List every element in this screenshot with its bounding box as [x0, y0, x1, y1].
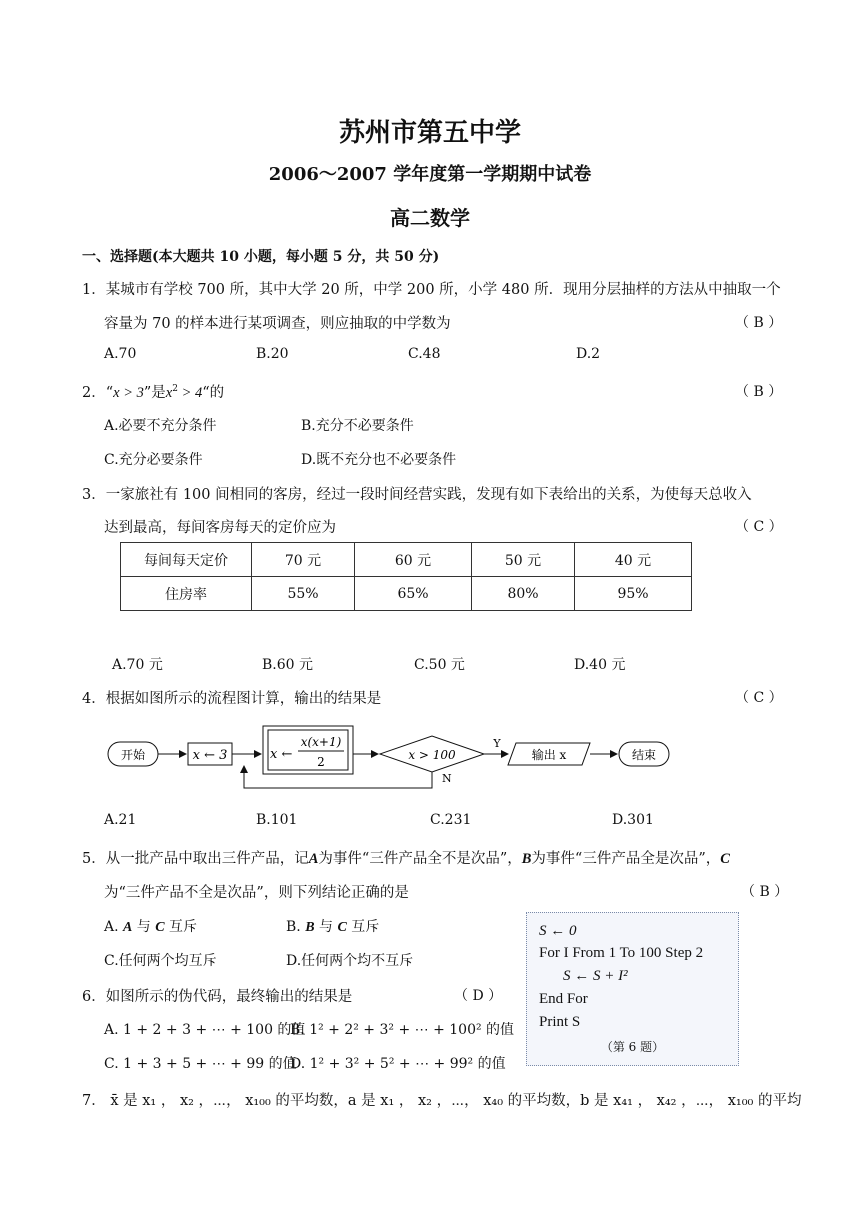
q3-option-a: A.70 元	[112, 657, 163, 673]
q5-option-c: C.任何两个均互斥	[104, 953, 217, 969]
q2-option-a: A.必要不充分条件	[104, 418, 217, 434]
option-text: 互斥	[346, 919, 380, 935]
q2-cond2-base: x	[165, 385, 173, 401]
q3-option-c: C.50 元	[414, 657, 465, 673]
q1-line1: 1．某城市有学校 700 所，其中大学 20 所，中学 200 所，小学 480 所．现用分层抽样的方法从中抽取一个	[82, 282, 781, 298]
q2-option-d: D.既不充分也不必要条件	[301, 452, 457, 468]
q5-option-d: D.任何两个均不互斥	[286, 953, 414, 969]
table-cell: 80%	[472, 577, 575, 611]
q5-event-a: A	[308, 851, 319, 867]
code-line-4: End For	[539, 991, 588, 1007]
event-symbol: A	[123, 920, 133, 935]
q2-cond1: x > 3	[113, 385, 144, 401]
flow-no-label: N	[442, 772, 452, 785]
subject-title: 高二数学	[390, 206, 470, 230]
table-cell: 每间每天定价	[121, 543, 252, 577]
flow-start-label: 开始	[120, 748, 146, 762]
term-title: 2006～2007 学年度第一学期期中试卷	[268, 164, 592, 185]
table-cell: 50 元	[472, 543, 575, 577]
q5-event-b: B	[521, 851, 532, 867]
q3-price-table	[120, 542, 692, 611]
flow-update-num: x(x+1)	[300, 735, 342, 749]
q6-answer: （ D ）	[454, 988, 503, 1004]
flowchart	[100, 718, 700, 798]
q4-option-b: B.101	[256, 812, 298, 828]
option-text: 互斥	[164, 919, 198, 935]
event-symbol: C	[337, 920, 347, 935]
q5-event-c: C	[720, 851, 730, 867]
table-cell: 40 元	[575, 543, 692, 577]
code-caption: （第 6 题）	[600, 1040, 665, 1054]
code-line-2: For I From 1 To 100 Step 2	[539, 945, 704, 961]
q3-answer: （ C ）	[735, 519, 783, 535]
q5-line2: 为“三件产品不全是次品”，则下列结论正确的是	[104, 885, 409, 901]
event-symbol: B	[305, 920, 315, 935]
option-letter: B.	[286, 919, 306, 935]
q2-suffix: “的	[202, 385, 225, 401]
q2-prefix: 2．“	[82, 385, 114, 401]
q1-option-a: A.70	[104, 346, 137, 362]
flow-end-label: 结束	[631, 748, 657, 762]
table-cell: 住房率	[121, 577, 252, 611]
q4-option-a: A.21	[104, 812, 137, 828]
q4-answer: （ C ）	[735, 690, 783, 706]
flow-update-den: 2	[317, 755, 325, 769]
q2-answer: （ B ）	[735, 384, 783, 400]
table-cell: 70 元	[252, 543, 355, 577]
flow-output-label: 输出 x	[531, 748, 567, 762]
q4-option-c: C.231	[430, 812, 472, 828]
q6-option-c: C. 1 + 3 + 5 + ⋯ + 99 的值	[104, 1056, 297, 1072]
section-heading: 一、选择题(本大题共 10 小题，每小题 5 分，共 50 分)	[82, 249, 440, 265]
option-letter: A.	[104, 919, 124, 935]
q2-cond2-exp: 2	[172, 384, 178, 395]
flow-yes-label: Y	[493, 737, 501, 750]
q3-line2: 达到最高，每间客房每天的定价应为	[104, 520, 336, 536]
flow-condition-label: x > 100	[408, 748, 456, 762]
school-title: 苏州市第五中学	[338, 118, 521, 148]
q3-option-d: D.40 元	[574, 657, 626, 673]
q6-option-a: A. 1 + 2 + 3 + ⋯ + 100 的值	[104, 1022, 306, 1038]
q1-option-d: D.2	[576, 346, 601, 362]
table-row	[121, 577, 692, 611]
table-cell: 65%	[355, 577, 472, 611]
option-text: 与	[132, 919, 156, 935]
pseudocode-box	[526, 912, 739, 1066]
q7-line1: 7． x̄ 是 x₁ ， x₂ ，⋯， x₁₀₀ 的平均数，a 是 x₁ ， x₂ ，⋯， x₄₀ 的平均数，b 是 x₄₁ ， x₄₂ ，⋯， x₁₀₀ 的平均	[82, 1093, 802, 1109]
q6-option-b: B. 1² + 2² + 3² + ⋯ + 100² 的值	[290, 1022, 515, 1038]
table-cell: 95%	[575, 577, 692, 611]
code-line-5: Print S	[539, 1014, 581, 1030]
q1-answer: （ B ）	[735, 315, 783, 331]
q2-mid: ”是	[143, 385, 166, 401]
flow-update-left: x ←	[270, 747, 293, 762]
q1-line2: 容量为 70 的样本进行某项调查，则应抽取的中学数为	[104, 316, 451, 332]
q3-option-b: B.60 元	[262, 657, 314, 673]
q5-answer: （ B ）	[741, 884, 789, 900]
option-text: 与	[314, 919, 338, 935]
q5-option-a	[104, 916, 197, 936]
q3-line1: 3．一家旅社有 100 间相同的客房，经过一段时间经营实践，发现有如下表给出的关系，为使每天总收入	[82, 487, 752, 503]
q4-option-d: D.301	[612, 812, 654, 828]
q5-text-b: 为事件“三件产品全不是次品”，	[318, 851, 522, 867]
table-cell: 60 元	[355, 543, 472, 577]
q6-option-d: D. 1² + 3² + 5² + ⋯ + 99² 的值	[290, 1056, 506, 1072]
flow-assign-label: x ← 3	[192, 748, 228, 763]
q5-option-b	[286, 916, 379, 936]
q5-text-a: 5．从一批产品中取出三件产品，记	[82, 851, 309, 867]
code-line-3: S ← S + I²	[563, 968, 628, 984]
q1-option-c: C.48	[408, 346, 441, 362]
table-cell: 55%	[252, 577, 355, 611]
q2-option-c: C.充分必要条件	[104, 452, 203, 468]
q1-option-b: B.20	[256, 346, 289, 362]
q2-stem	[82, 381, 224, 402]
event-symbol: C	[155, 920, 165, 935]
q5-text-c: 为事件“三件产品全是次品”，	[531, 851, 721, 867]
q2-cond2-rest: > 4	[177, 385, 203, 401]
q2-option-b: B.充分不必要条件	[301, 418, 414, 434]
code-line-1: S ← 0	[539, 923, 577, 939]
q5-line1	[82, 847, 730, 868]
q6-stem: 6．如图所示的伪代码，最终输出的结果是	[82, 989, 353, 1005]
q4-stem: 4．根据如图所示的流程图计算，输出的结果是	[82, 691, 382, 707]
table-row	[121, 543, 692, 577]
